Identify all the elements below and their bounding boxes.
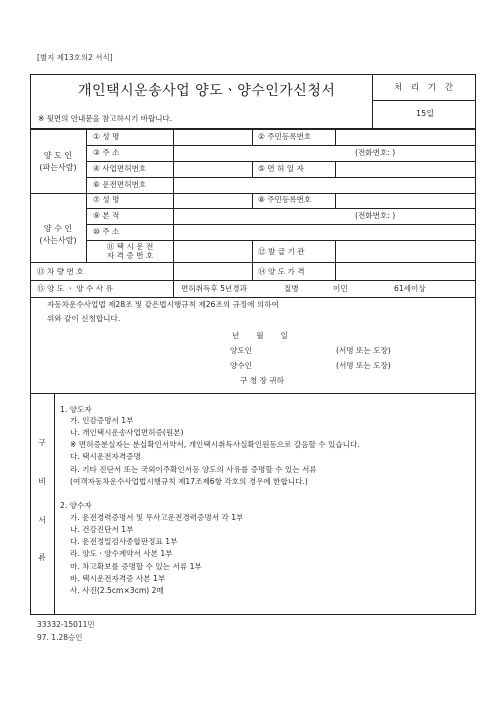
col-line: [173, 262, 174, 280]
transferor-license-date-label: ⑤ 면 허 일 자: [258, 164, 304, 173]
row-line: [86, 240, 476, 241]
col-line: [252, 193, 253, 208]
row-line: [86, 161, 476, 162]
doc-item: 다. 운전정밀검사종합판정표 1부: [70, 537, 178, 546]
transferor-resident-no-label: ② 주민등록번호: [258, 132, 312, 141]
doc-item: ※ 면허증분실자는 분실확인서약서, 개인택시취득사실확인원등으로 갈음할 수 있습니다.: [70, 440, 360, 449]
transferee-taxi-cert-label: [90, 242, 170, 261]
section-label-line: 양 수 인: [43, 224, 73, 233]
transferor-driver-license-label: ⑥ 운전면허번호: [93, 180, 147, 189]
doc-item: 라. 양도ㆍ양수계약서 사본 1부: [70, 549, 173, 558]
transferee-sign-note: (서명 또는 도장): [336, 361, 391, 370]
transfer-price-label: ⑭ 양 도 가 격: [258, 267, 305, 276]
documents-label-char: 서: [38, 516, 46, 525]
transferor-phone-label: (전화번호: ): [355, 148, 396, 157]
form-code: 33332-15011민: [37, 620, 95, 629]
col-line: [335, 193, 336, 208]
section-label-line: (사는사람): [39, 235, 77, 245]
reason-option: 면허취득후 5년경과: [181, 284, 247, 293]
col-line: [335, 262, 336, 280]
transferee-section-label: [30, 223, 86, 246]
doc-item: 사. 사진(2.5cm×3cm) 2매: [70, 586, 164, 595]
transferee-address-label: ⑩ 주 소: [93, 227, 120, 236]
transferor-business-license-label: ④ 사업면허번호: [93, 164, 147, 173]
doc-item: 나. 개인택시운송사업면허증(원본): [70, 428, 184, 437]
doc-item: 라. 기타 진단서 또는 국외이주확인서등 양도의 사유를 증명할 수 있는 서류: [70, 465, 317, 474]
transferee-resident-no-label: ⑧ 주민등록번호: [258, 195, 312, 204]
transferee-phone-label: (전화번호: ): [355, 211, 396, 220]
col-line: [173, 240, 174, 262]
transferor-sign-label: 양도인: [230, 346, 253, 355]
statement-date: 년 월 일: [232, 331, 288, 340]
col-line: [252, 161, 253, 177]
recipient: 구 청 장 귀하: [240, 376, 284, 385]
reason-option: 61세이상: [394, 284, 426, 293]
row-line: [86, 208, 476, 209]
documents-label-char: 류: [38, 553, 46, 562]
col-line: [173, 193, 174, 208]
doc-item: 다. 택시운전자격증명: [70, 452, 141, 461]
taxi-cert-line: 자 격 증 번 호: [106, 251, 154, 261]
transferor-docs-heading: 1. 양도자: [60, 405, 92, 414]
reason-option: 이민: [333, 284, 348, 293]
section-label-line: 양 도 인: [43, 151, 73, 160]
col-line: [173, 177, 174, 193]
col-line: [252, 128, 253, 145]
col-line: [173, 128, 174, 145]
documents-label-char: 비: [38, 477, 46, 486]
section-col-divider: [86, 128, 87, 262]
doc-item: 마. 차고확보를 증명할 수 있는 서류 1부: [70, 562, 202, 571]
col-line: [173, 208, 174, 224]
col-line: [252, 262, 253, 280]
transferee-sign-label: 양수인: [230, 361, 253, 370]
col-line: [173, 224, 174, 240]
col-line: [335, 240, 336, 262]
doc-item: 바. 택시운전자격증 사본 1부: [70, 574, 166, 583]
notice-text: ※ 뒷면의 안내문을 참고하시기 바랍니다.: [38, 114, 173, 123]
row-line: [86, 177, 476, 178]
col-line: [173, 280, 174, 297]
col-line: [252, 240, 253, 262]
row-line: [86, 145, 476, 146]
row-line: [30, 280, 476, 281]
doc-item: (여객자동차운수사업법시행규칙 제17조제6항 각호의 경우에 한합니다.): [70, 477, 308, 486]
row-line: [30, 193, 476, 194]
section-label-line: (파는사람): [39, 162, 77, 172]
col-line: [173, 145, 174, 161]
transferee-issuing-agency-label: ⑫ 발 급 기 관: [258, 247, 305, 256]
row-line: [30, 393, 476, 394]
transferee-name-label: ⑦ 성 명: [93, 195, 120, 204]
proc-hline: [372, 100, 476, 101]
transferee-domicile-label: ⑨ 본 적: [93, 211, 120, 220]
taxi-cert-line: ⑪ 택 시 운 전: [106, 242, 154, 251]
col-line: [335, 161, 336, 177]
statement-line-2: 위와 같이 신청합니다.: [47, 314, 121, 323]
doc-item: 가. 운전경력증명서 및 무사고운전경력증명서 각 1부: [70, 513, 244, 522]
row-line: [30, 297, 476, 298]
statement-line-1: 자동차운수사업법 제28조 및 같은법시행규칙 제26조의 규정에 의하여: [47, 300, 279, 309]
col-line: [335, 128, 336, 145]
row-line: [30, 262, 476, 263]
transferor-sign-note: (서명 또는 도장): [336, 346, 391, 355]
col-line: [173, 161, 174, 177]
vehicle-no-label: ⑬ 차 량 번 호: [37, 267, 84, 276]
transferee-docs-heading: 2. 양수자: [60, 501, 92, 510]
reason-label: ⑮ 양 도 ㆍ 양 수 사 유: [37, 284, 113, 293]
row-line: [86, 224, 476, 225]
transferor-name-label: ① 성 명: [93, 132, 120, 141]
doc-side-divider: [54, 393, 55, 615]
title-hline: [30, 102, 372, 103]
processing-period-value: 15일: [416, 109, 434, 118]
transferor-address-label: ③ 주 소: [93, 148, 120, 157]
doc-item: 가. 인감증명서 1부: [70, 416, 134, 425]
form-number: [별지 제13호의2 서식]: [37, 53, 113, 62]
processing-period-label: 처 리 기 간: [394, 83, 456, 93]
transferor-section-label: [30, 150, 86, 173]
approval-date: 97. 1.28승인: [37, 633, 83, 642]
page-title: 개인택시운송사업 양도ㆍ양수인가신청서: [78, 83, 336, 99]
documents-label-char: 구: [38, 438, 46, 447]
reason-option: 질병: [284, 284, 299, 293]
doc-item: 나. 건강진단서 1부: [70, 525, 134, 534]
